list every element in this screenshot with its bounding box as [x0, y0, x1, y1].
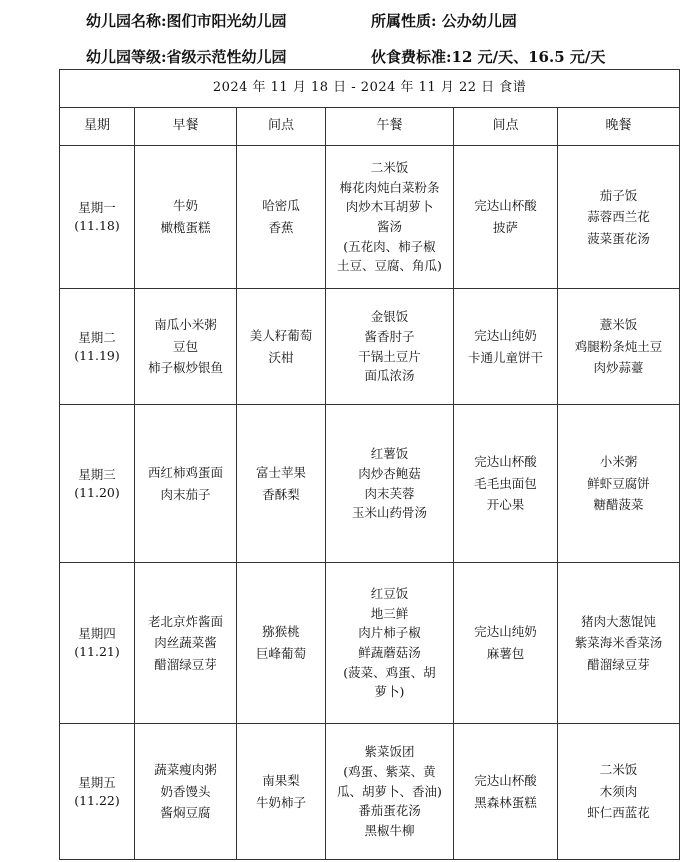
- menu-item: 鲜蔬蘑菇汤: [358, 645, 421, 660]
- menu-item: 小米粥: [599, 454, 638, 470]
- menu-item: 黑椒牛柳: [364, 822, 415, 838]
- menu-item: 巨峰葡萄: [255, 646, 306, 661]
- menu-item: 柿子椒炒银鱼: [147, 360, 223, 376]
- menu-item: (菠菜、鸡蛋、胡: [343, 664, 436, 680]
- lunch-cell: [326, 405, 454, 563]
- menu-item: 玉米山药骨汤: [351, 505, 427, 521]
- menu-item: 星期一: [78, 200, 116, 216]
- menu-item: 香酥梨: [262, 486, 300, 502]
- menu-item: 星期五: [78, 774, 116, 790]
- menu-item: 橄榄蛋糕: [160, 220, 211, 235]
- menu-item: 美人籽葡萄: [249, 327, 313, 343]
- menu-item: 醋溜绿豆芽: [154, 656, 217, 672]
- menu-item: 瓜、胡萝卜、香油): [337, 783, 442, 799]
- menu-item: 富士苹果: [255, 464, 306, 480]
- header-weekday: 星期: [60, 108, 135, 146]
- menu-item: 完达山纯奶: [474, 624, 537, 640]
- menu-item: 紫菜海米香菜汤: [574, 635, 663, 651]
- menu-item: (11.22): [74, 792, 120, 808]
- menu-item: 猕猴桃: [262, 624, 300, 640]
- menu-item: 黑森林蛋糕: [474, 794, 537, 810]
- afternoon-snack-cell: [454, 405, 558, 563]
- weekday-cell: [60, 724, 135, 860]
- morning-snack-cell: [237, 405, 326, 563]
- menu-item: 肉末茄子: [160, 486, 211, 502]
- menu-item: 红薯饭: [370, 446, 409, 462]
- menu-day-row: [60, 289, 680, 405]
- menu-item: 西红柿鸡蛋面: [147, 464, 223, 480]
- menu-item: 酱香肘子: [364, 328, 415, 344]
- lunch-cell: [326, 146, 454, 289]
- menu-item: 奶香馒头: [160, 783, 211, 799]
- dinner-cell: [558, 146, 680, 289]
- menu-item: 红豆饭: [370, 586, 409, 602]
- menu-item: 南果梨: [262, 772, 300, 788]
- afternoon-snack-cell: [454, 146, 558, 289]
- menu-item: 星期二: [78, 329, 116, 345]
- lunch-cell: [326, 563, 454, 724]
- lunch-cell: [326, 289, 454, 405]
- breakfast-cell: [135, 563, 237, 724]
- menu-item: 番茄蛋花汤: [358, 803, 421, 819]
- menu-item: 开心果: [486, 497, 525, 513]
- menu-item: 完达山杯酸: [474, 772, 537, 788]
- menu-item: 肉片柿子椒: [358, 625, 421, 641]
- menu-item: 南瓜小米粥: [154, 317, 217, 333]
- menu-item: 香蕉: [268, 220, 294, 235]
- morning-snack-cell: [237, 289, 326, 405]
- menu-item: 酱汤: [376, 219, 402, 234]
- header-breakfast: 早餐: [135, 108, 237, 146]
- header-dinner: 晚餐: [558, 108, 680, 146]
- menu-item: 地三鲜: [370, 605, 409, 621]
- menu-item: 萝卜): [374, 684, 405, 700]
- menu-item: 毛毛虫面包: [474, 475, 537, 491]
- menu-item: 土豆、豆腐、角瓜): [337, 258, 442, 274]
- menu-item: 肉丝蔬菜酱: [154, 635, 217, 651]
- weekday-cell: [60, 146, 135, 289]
- menu-item: 披萨: [492, 220, 518, 235]
- menu-item: 木须肉: [599, 783, 638, 799]
- afternoon-snack-cell: [454, 289, 558, 405]
- kindergarten-name: 幼儿园名称:图们市阳光幼儿园: [86, 12, 287, 30]
- menu-item: 老北京炸酱面: [147, 613, 223, 629]
- header-afternoon-snack: 间点: [454, 108, 558, 146]
- menu-day-row: [60, 405, 680, 563]
- breakfast-cell: [135, 724, 237, 860]
- menu-item: 二米饭: [599, 762, 638, 778]
- lunch-cell: [326, 724, 454, 860]
- menu-item: 鸡腿粉条炖土豆: [574, 338, 663, 354]
- morning-snack-cell: [237, 563, 326, 724]
- menu-item: 肉末芙蓉: [364, 485, 415, 501]
- dinner-cell: [558, 724, 680, 860]
- menu-item: 猪肉大葱馄饨: [581, 613, 657, 629]
- menu-item: (11.21): [74, 644, 120, 659]
- menu-item: 二米饭: [370, 160, 409, 176]
- menu-item: 干锅土豆片: [358, 348, 421, 364]
- menu-item: 完达山杯酸: [474, 198, 537, 214]
- menu-item: 茄子饭: [599, 187, 638, 203]
- menu-day-row: [60, 563, 680, 724]
- menu-item: 醋溜绿豆芽: [587, 656, 650, 672]
- menu-title-row: [60, 70, 680, 108]
- menu-title: 2024 年 11 月 18 日 - 2024 年 11 月 22 日 食谱: [60, 70, 680, 108]
- menu-item: 面瓜浓汤: [364, 368, 415, 384]
- menu-item: 牛奶柿子: [255, 794, 306, 810]
- menu-item: (鸡蛋、紫菜、黄: [343, 764, 436, 780]
- dinner-cell: [558, 289, 680, 405]
- meal-fee-standard: 伙食费标准:12 元/天、16.5 元/天: [371, 48, 606, 66]
- menu-item: 豆包: [172, 338, 198, 354]
- morning-snack-cell: [237, 146, 326, 289]
- menu-item: 金银饭: [370, 309, 409, 325]
- menu-header-row: [60, 108, 680, 146]
- menu-item: 星期三: [78, 466, 116, 482]
- dinner-cell: [558, 405, 680, 563]
- menu-item: 麻薯包: [486, 646, 525, 661]
- menu-item: 肉炒蒜薹: [593, 360, 644, 376]
- menu-item: 糖醋菠菜: [593, 497, 644, 513]
- menu-item: 薏米饭: [599, 317, 638, 333]
- kindergarten-level: 幼儿园等级:省级示范性幼儿园: [86, 48, 287, 66]
- dinner-cell: [558, 563, 680, 724]
- menu-item: (五花肉、柿子椒: [343, 238, 436, 254]
- afternoon-snack-cell: [454, 563, 558, 724]
- menu-item: 虾仁西蓝花: [587, 805, 650, 821]
- menu-item: 完达山杯酸: [474, 454, 537, 470]
- afternoon-snack-cell: [454, 724, 558, 860]
- menu-item: 卡通儿童饼干: [467, 349, 543, 365]
- menu-item: 鲜虾豆腐饼: [587, 475, 650, 491]
- menu-item: 哈密瓜: [262, 198, 300, 214]
- breakfast-cell: [135, 146, 237, 289]
- weekly-menu-table: [59, 69, 680, 860]
- menu-item: 完达山纯奶: [474, 327, 537, 343]
- morning-snack-cell: [237, 724, 326, 860]
- menu-item: 菠菜蛋花汤: [587, 230, 650, 246]
- weekday-cell: [60, 405, 135, 563]
- weekday-cell: [60, 289, 135, 405]
- breakfast-cell: [135, 405, 237, 563]
- menu-item: (11.20): [74, 484, 120, 500]
- header-morning-snack: 间点: [237, 108, 326, 146]
- menu-item: 星期四: [78, 626, 116, 642]
- menu-item: (11.18): [74, 218, 120, 233]
- kindergarten-nature: 所属性质: 公办幼儿园: [371, 12, 517, 30]
- menu-item: 沃柑: [268, 349, 294, 365]
- menu-item: (11.19): [74, 347, 120, 363]
- menu-item: 肉炒杏鲍菇: [358, 465, 421, 481]
- menu-item: 酱焖豆腐: [160, 805, 211, 821]
- menu-day-row: [60, 146, 680, 289]
- menu-day-row: [60, 724, 680, 860]
- menu-item: 梅花肉炖白菜粉条: [339, 179, 440, 195]
- menu-item: 蔬菜瘦肉粥: [154, 762, 217, 778]
- breakfast-cell: [135, 289, 237, 405]
- weekday-cell: [60, 563, 135, 724]
- menu-item: 肉炒木耳胡萝卜: [345, 199, 434, 215]
- menu-item: 蒜蓉西兰花: [587, 209, 650, 225]
- menu-item: 牛奶: [172, 198, 198, 214]
- header-lunch: 午餐: [326, 108, 454, 146]
- menu-item: 紫菜饭团: [364, 744, 415, 760]
